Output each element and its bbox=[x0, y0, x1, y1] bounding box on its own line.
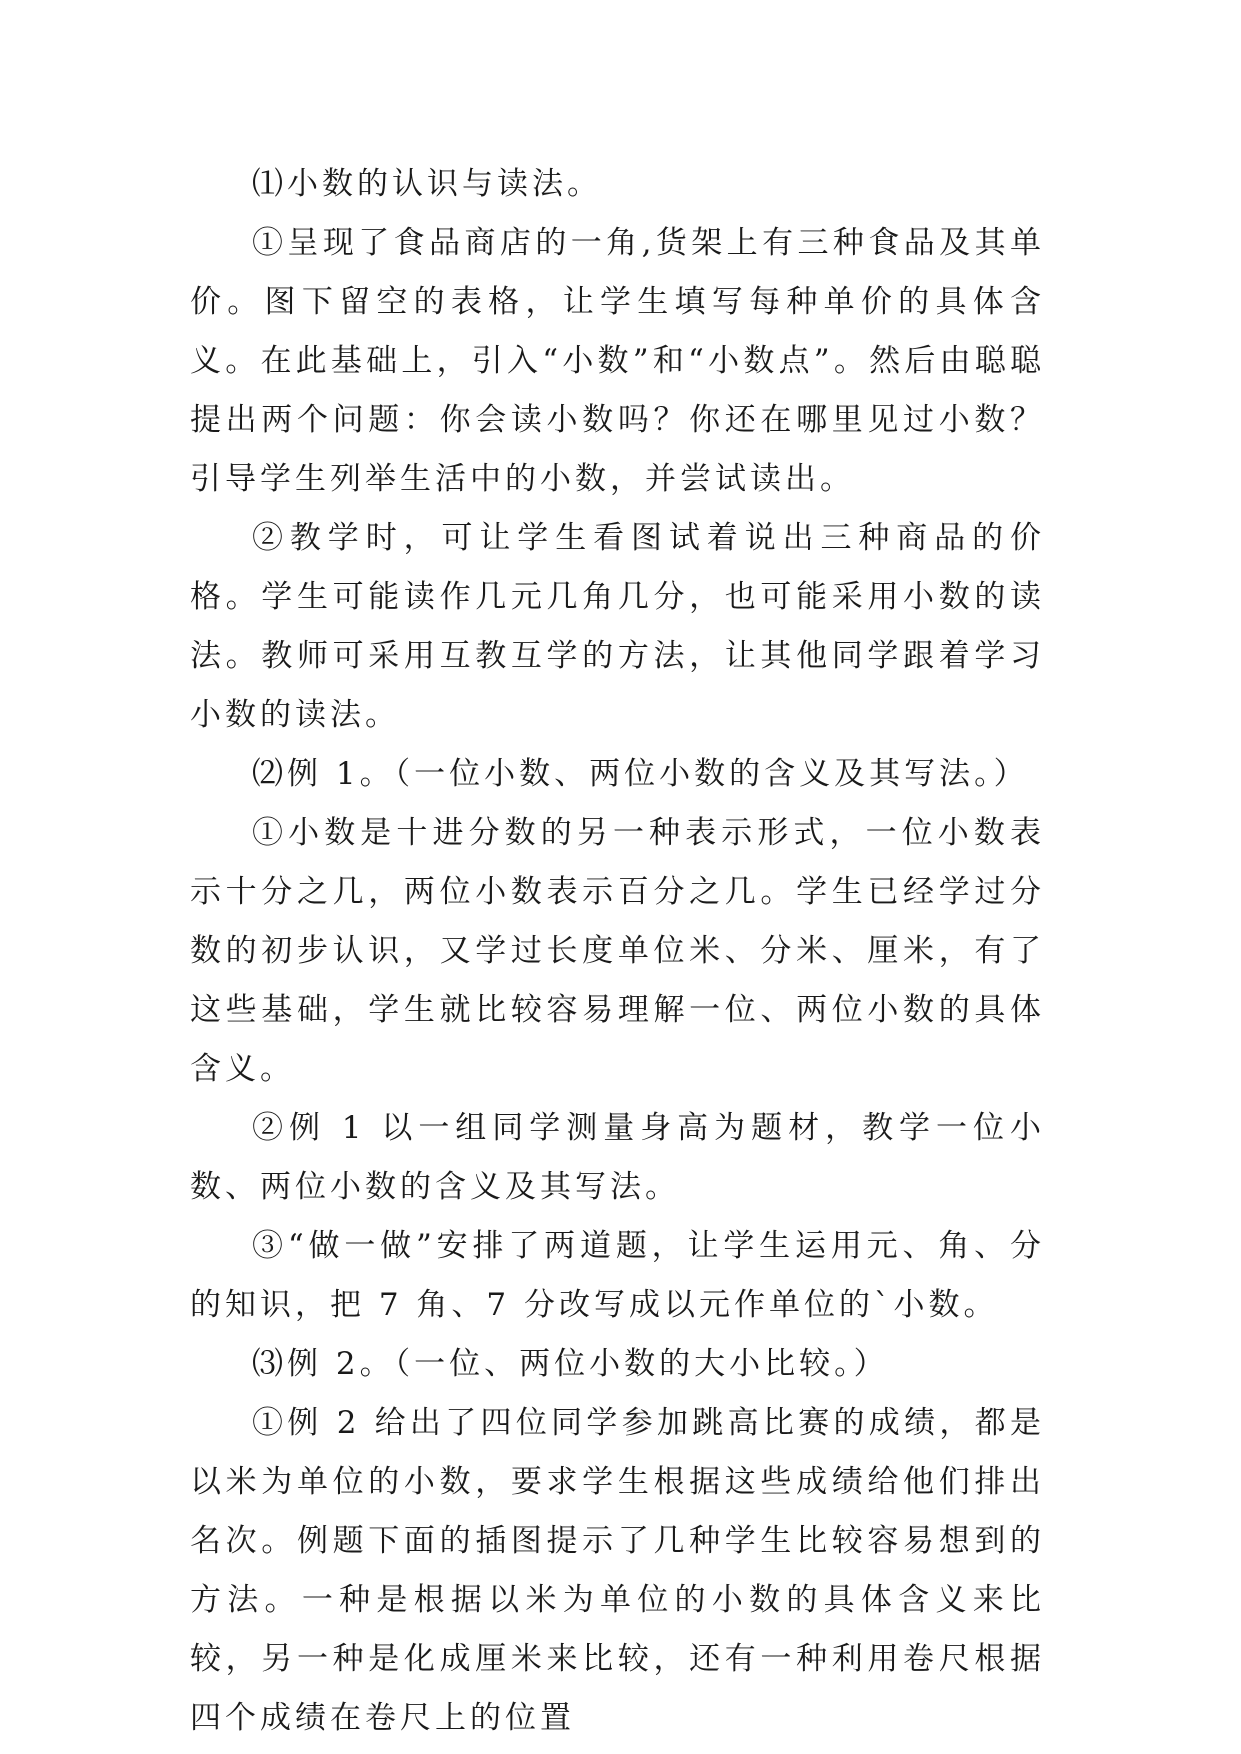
paragraph: ③“做一做”安排了两道题，让学生运用元、角、分的知识，把 7 角、7 分改写成以元作单位的`小数。 bbox=[190, 1228, 1045, 1323]
section-heading-3: ⑶例 2。（一位、两位小数的大小比较。） bbox=[252, 1346, 889, 1382]
paragraph: ①小数是十进分数的另一种表示形式，一位小数表示十分之几，两位小数表示百分之几。学生已经学过分数的初步认识，又学过长度单位米、分米、厘米，有了这些基础，学生就比较容易理解一位、两位小数的具体含义。 bbox=[190, 815, 1045, 1087]
paragraph: ①呈现了食品商店的一角,货架上有三种食品及其单价。图下留空的表格，让学生填写每种单价的具体含义。在此基础上，引入“小数”和“小数点”。然后由聪聪提出两个问题：你会读小数吗？你还在哪里见过小数？引导学生列举生活中的小数，并尝试读出。 bbox=[190, 225, 1045, 497]
section-heading-2: ⑵例 1。（一位小数、两位小数的含义及其写法。） bbox=[252, 756, 1029, 792]
paragraph: ①例 2 给出了四位同学参加跳高比赛的成绩，都是以米为单位的小数，要求学生根据这些成绩给他们排出名次。例题下面的插图提示了几种学生比较容易想到的方法。一种是根据以米为单位的小数的具体含义来比较，另一种是化成厘米来比较，还有一种利用卷尺根据四个成绩在卷尺上的位置 bbox=[190, 1405, 1045, 1736]
paragraph: ②例 1 以一组同学测量身高为题材，教学一位小数、两位小数的含义及其写法。 bbox=[190, 1110, 1045, 1205]
section-heading-1: ⑴小数的认识与读法。 bbox=[252, 166, 602, 202]
document-body bbox=[190, 155, 1045, 1748]
paragraph: ②教学时，可让学生看图试着说出三种商品的价格。学生可能读作几元几角几分，也可能采用小数的读法。教师可采用互教互学的方法，让其他同学跟着学习小数的读法。 bbox=[190, 520, 1045, 733]
